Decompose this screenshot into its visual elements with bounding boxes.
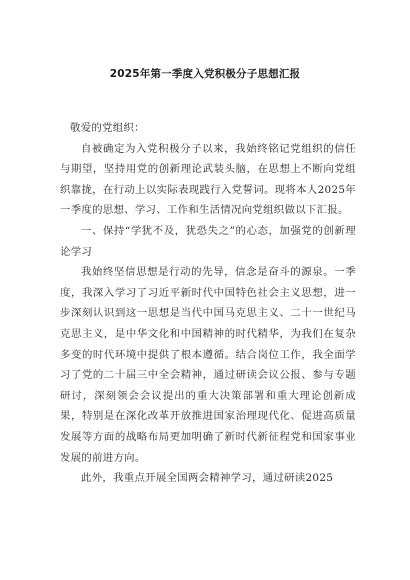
salutation: 敬爱的党组织： <box>70 122 145 134</box>
document-title: 2025年第一季度入党积极分子思想汇报 <box>109 68 301 80</box>
section-heading-1: 一、保持“学犹不及，犹恐失之”的心态，加强党的创新理论学习 <box>60 224 356 258</box>
paragraph-additional: 此外，我重点开展全国两会精神学习，通过研读2025 <box>81 472 334 485</box>
paragraph-intro: 自被确定为入党积极分子以来，我始终铭记党组织的信任与期望，坚持用党的创新理论武装头脑，在思想上不断向党组织靠拢，在行动上以实际表现践行入党誓词。现将本人2025年一季度的思想、学习、工作和生活情况向党组织做以下汇报。 <box>60 142 356 217</box>
document-body <box>60 118 356 489</box>
paragraph-study: 我始终坚信思想是行动的先导，信念是奋斗的源泉。一季度，我深入学习了习近平新时代中国特色社会主义思想，进一步深刻认识到这一思想是当代中国马克思主义、二十一世纪马克思主义，是中华文化和中国精神的时代精华，为我们在复杂多变的时代环境中提供了根本遵循。结合岗位工作，我全面学习了党的二十届三中全会精神，通过研读会议公报、参与专题研讨，深刻领会会议提出的重大决策部署和重大理论创新成果，特别是在深化改革开放推进国家治理现代化、促进高质量发展等方面的战略布局更加明确了新时代新征程党和国家事业发展的前进方向。 <box>60 266 356 464</box>
